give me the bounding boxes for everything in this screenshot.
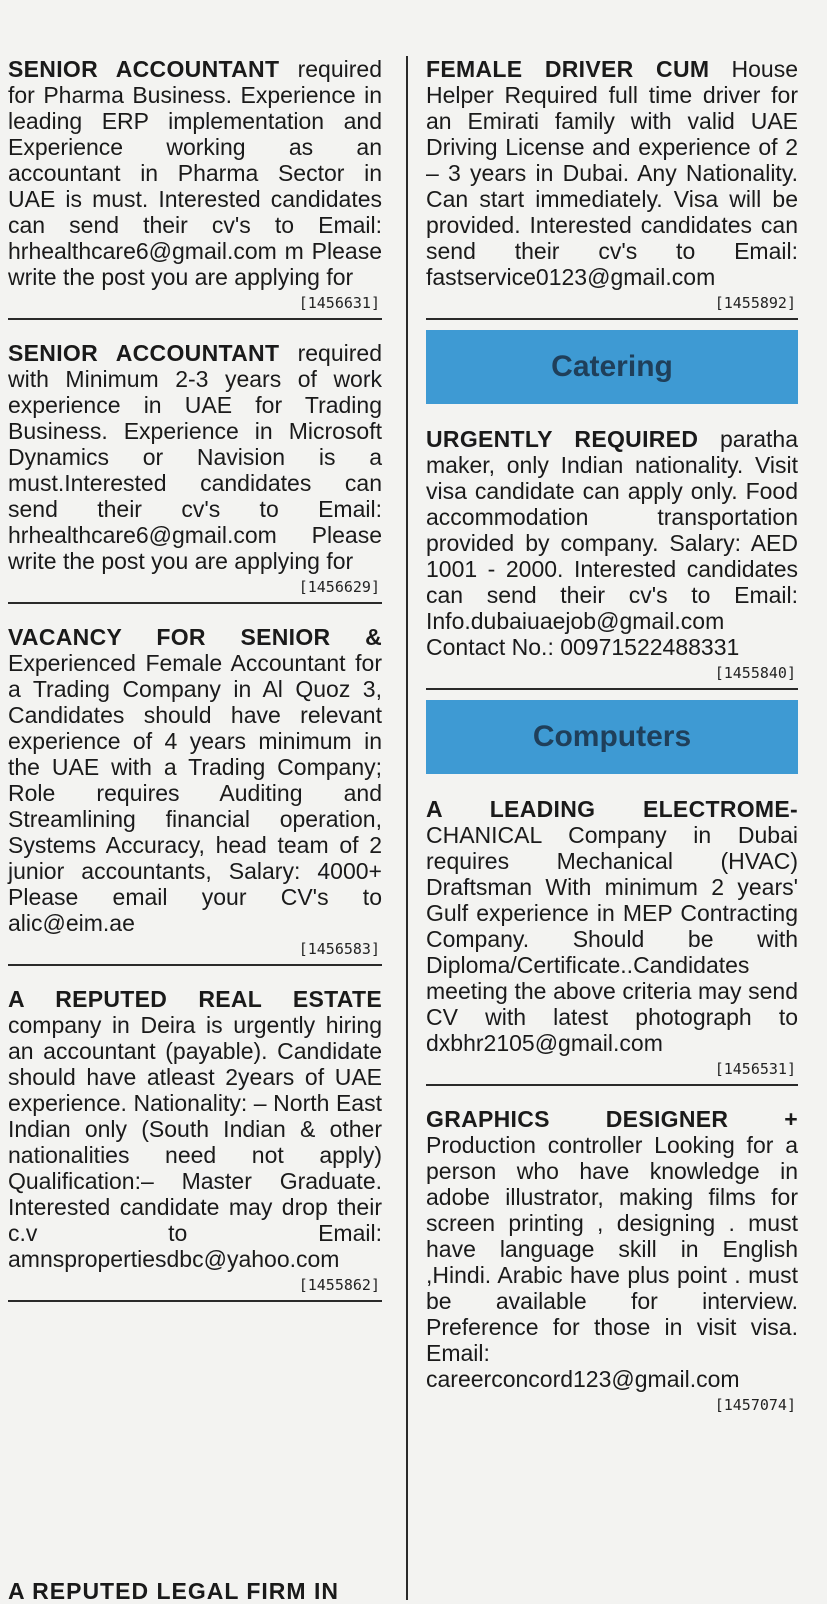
- classified-ad: [426, 796, 798, 1078]
- column-divider: [406, 56, 408, 1600]
- ad-divider: [426, 688, 798, 690]
- ad-heading: URGENTLY REQUIRED: [426, 426, 699, 452]
- classified-ad: [8, 56, 382, 312]
- ad-text: [8, 624, 382, 936]
- classified-ad: [426, 426, 798, 682]
- ad-heading: A REPUTED REAL ESTATE: [8, 986, 382, 1012]
- ad-text: [8, 986, 382, 1272]
- ad-reference-number: [1456629]: [298, 578, 380, 596]
- ad-heading: A LEADING ELECTROME-: [426, 796, 798, 822]
- classified-ad: [8, 340, 382, 596]
- ad-text: [426, 1106, 798, 1392]
- ad-body: CHANICAL Company in Dubai requires Mechanical (HVAC) Draftsman With minimum 2 years' Gulf experience in MEP Contracting Company. Should be with Diploma/Certificate..Candidates meeting the above criteria may send CV with latest photograph to dxbhr2105@gmail.com: [426, 822, 798, 1056]
- ad-reference-number: [1456583]: [298, 940, 380, 958]
- section-title: Computers: [532, 720, 692, 753]
- ad-reference-number: [1456631]: [298, 294, 380, 312]
- ad-body: required for Pharma Business. Experience in leading ERP implementation and Experience working as an accountant in Pharma Sector in UAE is must. Interested candidates can send their cv's to Email: hrhealthcare6@gmail.com m Please write the post you are applying for: [8, 56, 382, 290]
- left-column: [8, 56, 382, 1322]
- section-title: Catering: [551, 350, 673, 383]
- section-banner-catering: [426, 330, 798, 404]
- ad-heading: FEMALE DRIVER CUM: [426, 56, 710, 82]
- ad-divider: [8, 602, 382, 604]
- ad-reference-number: [1457074]: [714, 1396, 796, 1414]
- classified-ad: [8, 986, 382, 1294]
- ad-reference-number: [1455862]: [298, 1276, 380, 1294]
- section-banner-computers: [426, 700, 798, 774]
- ad-reference-number: [1455840]: [714, 664, 796, 682]
- ad-reference-number: [1455892]: [714, 294, 796, 312]
- ad-body: required with Minimum 2-3 years of work experience in UAE for Trading Business. Experience in Microsoft Dynamics or Navision is a must.Interested candidates can send their cv's to Email: hrhealthcare6@gmail.com Please write the post you are applying for: [8, 340, 382, 574]
- ad-divider: [8, 318, 382, 320]
- ad-divider: [8, 1300, 382, 1302]
- classified-ad: [426, 56, 798, 312]
- ad-body: company in Deira is urgently hiring an accountant (payable). Candidate should have atleast 2years of UAE experience. Nationality: – North East Indian only (South Indian & other nationalities need not apply) Qualification:– Master Graduate. Interested candidate may drop their c.v to Email: amnspropertiesdbc@yahoo.com: [8, 1012, 382, 1272]
- ad-divider: [426, 318, 798, 320]
- ad-divider: [426, 1084, 798, 1086]
- ad-text: [8, 340, 382, 574]
- ad-body: Experienced Female Accountant for a Trading Company in Al Quoz 3, Candidates should have relevant experience of 4 years minimum in the UAE with a Trading Company; Role requires Auditing and Streamlining financial operation, Systems Accuracy, head team of 2 junior accountants, Salary: 4000+ Please email your CV's to alic@eim.ae: [8, 650, 382, 936]
- ad-reference-number: [1456531]: [714, 1060, 796, 1078]
- ad-body: Production controller Looking for a person who have knowledge in adobe illustrator, making films for screen printing , designing . must have language skill in English ,Hindi. Arabic have plus point . must be available for interview. Preference for those in visit visa. Email: careerconcord123@gmail.com: [426, 1132, 798, 1392]
- ad-text: [8, 56, 382, 290]
- cutoff-ad-heading: A REPUTED LEGAL FIRM IN: [8, 1578, 339, 1604]
- ad-body: paratha maker, only Indian nationality. Visit visa candidate can apply only. Food accommodation transportation provided by company. Salary: AED 1001 - 2000. Interested candidates can send their cv's to Email: Info.dubaiuaejob@gmail.com Contact No.: 00971522488331: [426, 426, 798, 660]
- ad-text: [426, 56, 798, 290]
- ad-heading: VACANCY FOR SENIOR &: [8, 624, 382, 650]
- classified-ad: [8, 624, 382, 958]
- classified-ad: [426, 1106, 798, 1414]
- right-column: [426, 56, 798, 1420]
- ad-heading: GRAPHICS DESIGNER +: [426, 1106, 798, 1132]
- ad-text: [426, 796, 798, 1056]
- ad-divider: [8, 964, 382, 966]
- ad-text: [426, 426, 798, 660]
- ad-heading: SENIOR ACCOUNTANT: [8, 56, 280, 82]
- ad-heading: SENIOR ACCOUNTANT: [8, 340, 280, 366]
- ad-body: House Helper Required full time driver for an Emirati family with valid UAE Driving License and experience of 2 – 3 years in Dubai. Any Nationality. Can start immediately. Visa will be provided. Interested candidates can send their cv's to Email: fastservice0123@gmail.com: [426, 56, 799, 290]
